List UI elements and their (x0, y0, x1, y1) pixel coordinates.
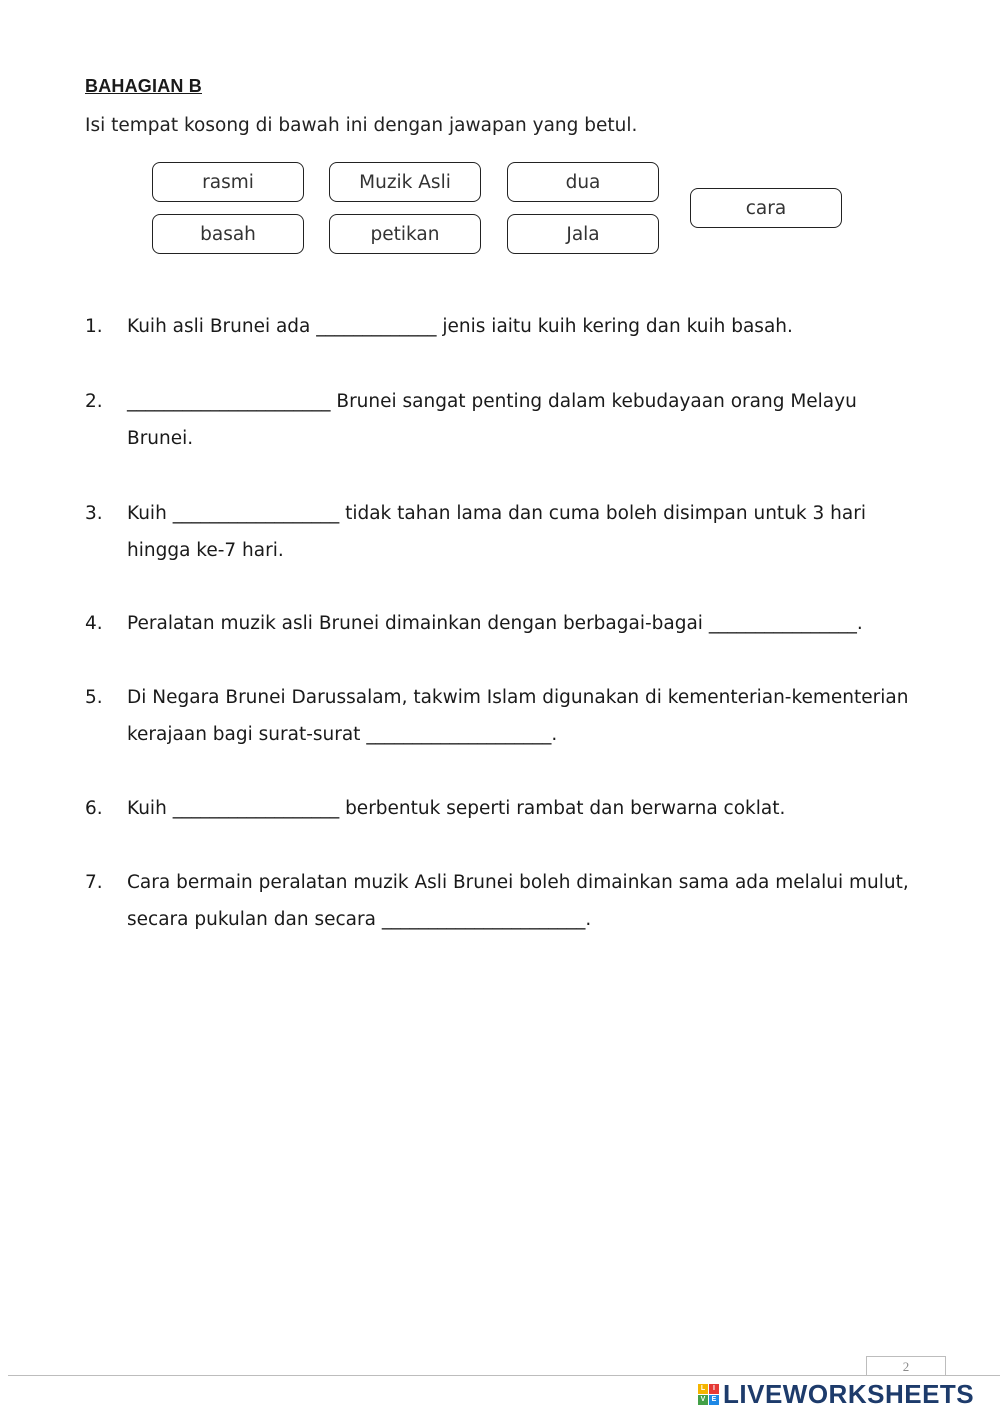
word-option-petikan[interactable]: petikan (329, 214, 481, 254)
question-text-before: Peralatan muzik asli Brunei dimainkan dengan berbagai-bagai (127, 613, 709, 634)
logo-block-i: I (709, 1384, 719, 1394)
question-4 (85, 605, 925, 642)
answer-blank[interactable]: __________________ (172, 503, 340, 524)
question-5 (85, 679, 925, 753)
word-option-jala[interactable]: Jala (507, 214, 659, 254)
question-text (127, 790, 925, 827)
answer-blank[interactable]: ______________________ (127, 391, 331, 412)
question-text-after: tidak tahan lama dan cuma boleh disimpan untuk 3 hari hingga ke-7 hari. (127, 503, 866, 561)
question-text (127, 495, 925, 569)
footer-divider (8, 1375, 1000, 1376)
question-number: 4. (85, 613, 103, 634)
question-6 (85, 790, 925, 827)
question-text-before: Cara bermain peralatan muzik Asli Brunei boleh dimainkan sama ada melalui mulut, secara pukulan dan secara (127, 872, 909, 930)
question-2 (85, 383, 925, 457)
question-text (127, 308, 925, 345)
instruction-text: Isi tempat kosong di bawah ini dengan jawapan yang betul. (85, 115, 638, 136)
answer-blank[interactable]: ______________________ (381, 909, 586, 930)
section-title: BAHAGIAN B (85, 76, 202, 96)
question-text-after: . (585, 909, 592, 930)
question-text (127, 605, 925, 642)
question-text (127, 679, 925, 753)
logo-blocks-icon (698, 1384, 719, 1405)
question-number: 1. (85, 316, 103, 337)
liveworksheets-logo (698, 1380, 974, 1408)
question-text-after: . (856, 613, 863, 634)
word-option-muzik-asli[interactable]: Muzik Asli (329, 162, 481, 202)
question-3 (85, 495, 925, 569)
answer-blank[interactable]: ____________________ (366, 724, 552, 745)
page-number: 2 (866, 1356, 946, 1376)
word-option-basah[interactable]: basah (152, 214, 304, 254)
word-option-dua[interactable]: dua (507, 162, 659, 202)
question-number: 2. (85, 391, 103, 412)
question-text (127, 864, 925, 938)
word-option-cara[interactable]: cara (690, 188, 842, 228)
question-number: 6. (85, 798, 103, 819)
question-text-after: berbentuk seperti rambat dan berwarna coklat. (339, 798, 786, 819)
question-number: 3. (85, 503, 103, 524)
answer-blank[interactable]: ________________ (708, 613, 857, 634)
question-text-before: Kuih (127, 503, 173, 524)
question-text-before: Kuih (127, 798, 173, 819)
answer-blank[interactable]: _____________ (316, 316, 437, 337)
question-text (127, 383, 925, 457)
brand-name: LIVEWORKSHEETS (723, 1378, 975, 1409)
question-text-after: . (551, 724, 558, 745)
question-text-after: Brunei sangat penting dalam kebudayaan orang Melayu Brunei. (127, 391, 857, 449)
question-text-before: Kuih asli Brunei ada (127, 316, 317, 337)
question-number: 7. (85, 872, 103, 893)
logo-block-l: L (698, 1384, 708, 1394)
question-text-after: jenis iaitu kuih kering dan kuih basah. (436, 316, 793, 337)
question-1 (85, 308, 925, 345)
answer-blank[interactable]: __________________ (172, 798, 340, 819)
question-number: 5. (85, 687, 103, 708)
word-option-rasmi[interactable]: rasmi (152, 162, 304, 202)
question-text-before: Di Negara Brunei Darussalam, takwim Islam digunakan di kementerian-kementerian kerajaan bagi surat-surat (127, 687, 909, 745)
question-7 (85, 864, 925, 938)
logo-block-v: V (698, 1395, 708, 1405)
logo-block-e: E (709, 1395, 719, 1405)
